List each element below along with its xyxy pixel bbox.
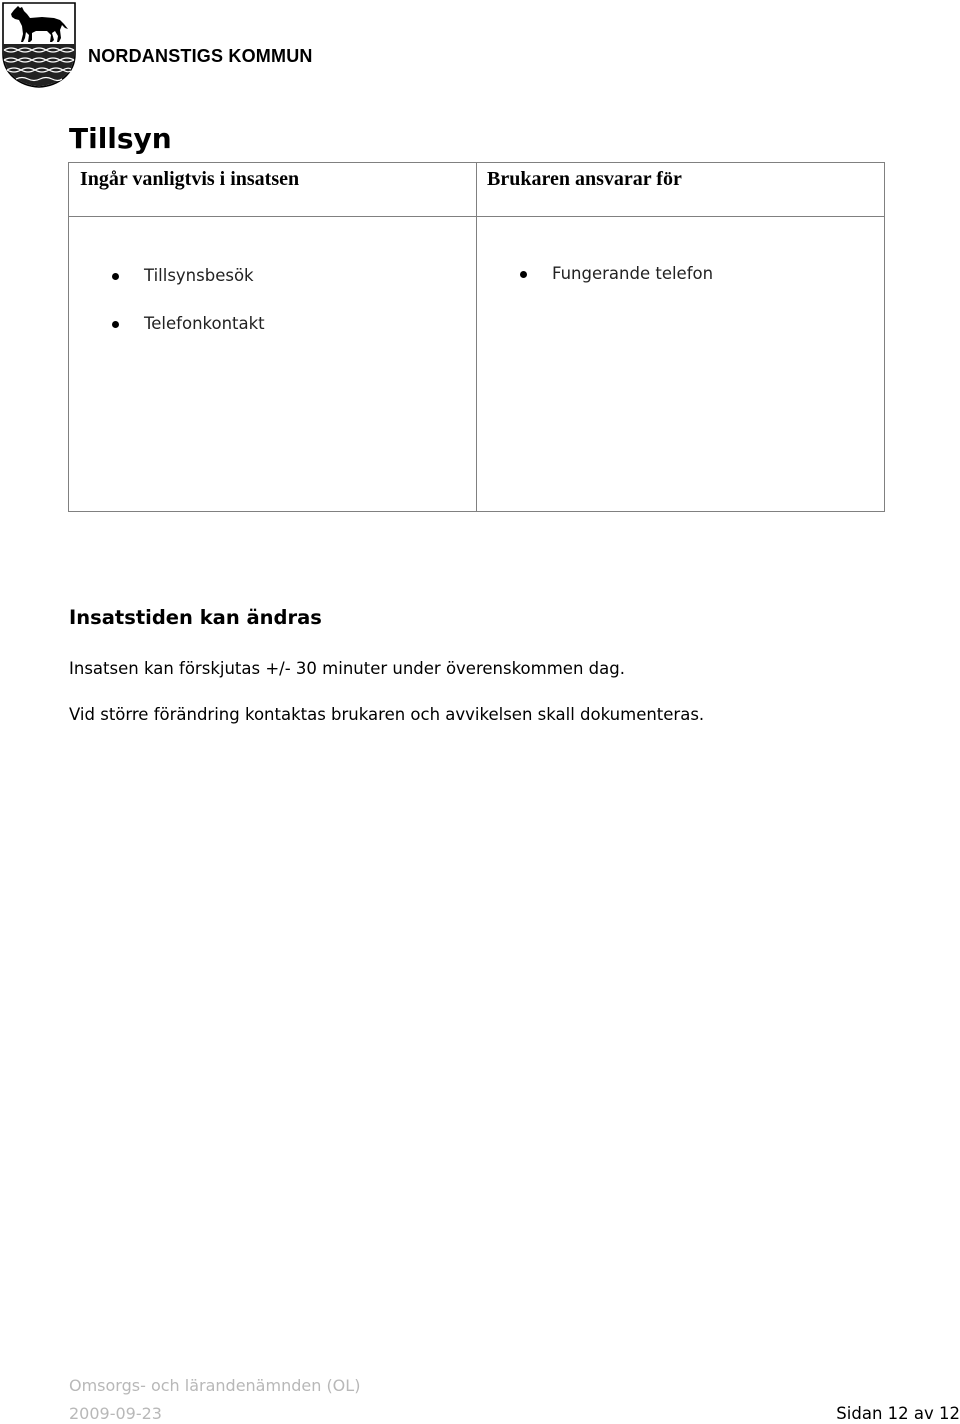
column-header-responsibility: Brukaren ansvarar för <box>477 163 885 217</box>
list-item-label: Fungerande telefon <box>552 264 714 283</box>
list-item <box>69 266 476 314</box>
table-body-row <box>69 217 885 512</box>
responsibility-list <box>477 264 884 283</box>
bullet-icon <box>520 271 527 278</box>
footer-organization: Omsorgs- och lärandenämnden (OL) <box>69 1376 361 1395</box>
organization-name: NORDANSTIGS KOMMUN <box>88 46 313 66</box>
section-title: Tillsyn <box>69 122 172 155</box>
list-item <box>69 314 476 333</box>
table-header-row <box>69 163 885 217</box>
included-cell <box>69 217 477 512</box>
coat-of-arms-horse-icon <box>2 2 76 88</box>
list-item <box>477 264 884 283</box>
responsibility-cell <box>477 217 885 512</box>
footer-date: 2009-09-23 <box>69 1404 162 1423</box>
list-item-label: Tillsynsbesök <box>144 266 254 285</box>
included-list <box>69 266 476 333</box>
footer-page-number: Sidan 12 av 12 <box>836 1404 960 1423</box>
change-paragraph: Insatsen kan förskjutas +/- 30 minuter under överenskommen dag. <box>69 659 625 678</box>
column-header-included: Ingår vanligtvis i insatsen <box>69 163 477 217</box>
change-heading: Insatstiden kan ändras <box>69 606 322 629</box>
change-paragraph: Vid större förändring kontaktas brukaren och avvikelsen skall dokumenteras. <box>69 705 705 724</box>
bullet-icon <box>112 321 119 328</box>
bullet-icon <box>112 273 119 280</box>
list-item-label: Telefonkontakt <box>144 314 265 333</box>
service-table <box>68 162 885 512</box>
